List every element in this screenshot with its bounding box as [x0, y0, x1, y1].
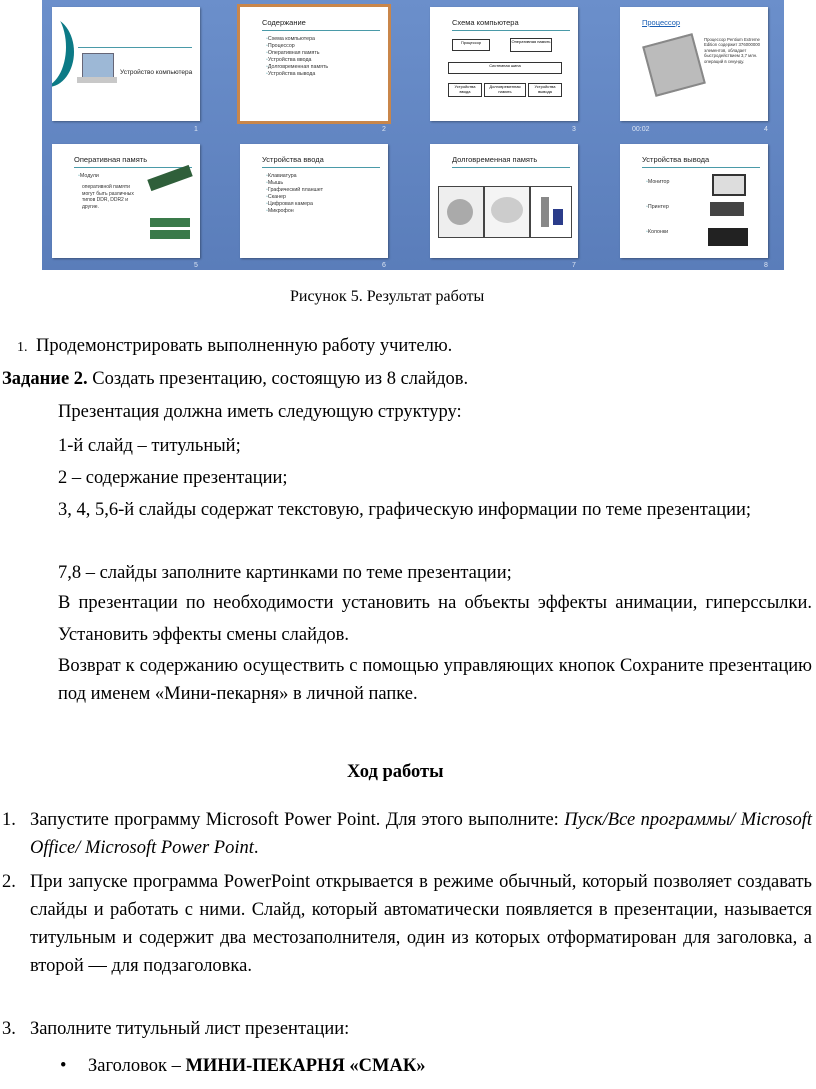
slide-sorter-screenshot	[42, 0, 784, 270]
slide-thumbnail-3[interactable]	[430, 7, 578, 121]
diagram-box: Системная шина	[448, 62, 562, 74]
slide-number: 6	[382, 262, 386, 269]
slide-thumbnail-1[interactable]	[52, 7, 200, 121]
slide-number: 5	[194, 262, 198, 269]
paragraph: Возврат к содержанию осуществить с помощью управляющих кнопок Сохраните презентацию под именем «Мини-пекарня» в личной папке.	[58, 656, 812, 704]
slide-thumbnail-7[interactable]	[430, 144, 578, 258]
slide-number: 2	[382, 126, 386, 133]
diagram-box: Процессор	[452, 39, 490, 51]
bullet-list: ◦ Монитор ◦ Принтер ◦ Колонки	[646, 170, 669, 245]
slide-number: 7	[572, 262, 576, 269]
diagram-box: Устройства ввода	[448, 83, 482, 97]
bullet-list: ◦ Схема компьютера ◦ Процессор ◦ Оперативная память ◦ Устройства ввода ◦ Долговременная память ◦ Устройства вывода	[266, 36, 328, 79]
list-item-text: Продемонстрировать выполненную работу учителю.	[36, 336, 453, 356]
slide-thumbnail-8[interactable]	[620, 144, 768, 258]
paragraph: 7,8 – слайды заполните картинками по теме презентации;	[58, 563, 512, 583]
paragraph: Презентация должна иметь следующую структуру:	[58, 402, 462, 422]
memory-module-image	[150, 230, 190, 239]
list-number: 3.	[2, 1019, 16, 1039]
bullet-list: ◦ Клавиатура ◦ Мышь ◦ Графический планшет ◦ Сканер ◦ Цифровая камера ◦ Микрофон	[266, 173, 323, 216]
step-text: При запуске программа PowerPoint открывается в режиме обычный, который позволяет создавать слайды и работать с ними. Слайд, который автоматически появляется в презентации, называется титульным и содержит два местозаполнителя, один из которых отформатирован для заголовка, а второй — для подзаголовка.	[30, 872, 812, 976]
slide-number: 4	[764, 126, 768, 133]
list-number: 1.	[2, 810, 16, 830]
printer-image	[710, 202, 744, 216]
hard-disk-image	[438, 186, 484, 238]
slide-title: Устройства вывода	[642, 155, 710, 164]
slide-title: Устройство компьютера	[120, 69, 193, 76]
memory-module-image	[150, 218, 190, 227]
slide-title: Процессор	[642, 18, 681, 27]
memory-module-image	[147, 165, 192, 191]
slide-number: 8	[764, 262, 768, 269]
monitor-image	[712, 174, 746, 196]
speakers-image	[708, 228, 748, 246]
paragraph: 1-й слайд – титульный;	[58, 436, 241, 456]
slide-title: Устройства ввода	[262, 155, 324, 164]
slide-text: Процессор Pentium Extreme Edition содержит 376000000 элементов, обладает быстродействием 3,7 млн. операций в секунду.	[704, 37, 761, 64]
list-number: 1.	[17, 340, 28, 355]
slide-title: Схема компьютера	[452, 18, 519, 27]
paragraph: 3, 4, 5,6-й слайды содержат текстовую, графическую информации по теме презентации;	[58, 500, 752, 520]
diagram-box: Устройства вывода	[528, 83, 562, 97]
bullet-text: Заголовок – МИНИ-ПЕКАРНЯ «СМАК»	[88, 1056, 426, 1076]
figure-caption: Рисунок 5. Результат работы	[290, 288, 485, 305]
disc-image	[484, 186, 530, 238]
bullet: •	[60, 1056, 67, 1076]
paragraph: В презентации по необходимости установить на объекты эффекты анимации, гиперссылки. Установить эффекты смены слайдов.	[58, 593, 812, 645]
keyboard-icon	[77, 77, 117, 83]
slide-text: оперативной памяти могут быть различных типов DDR, DDR2 и другие.	[82, 184, 134, 210]
section-heading: Ход работы	[347, 762, 444, 782]
step-text: Заполните титульный лист презентации:	[30, 1019, 350, 1039]
computer-icon	[82, 53, 114, 79]
slide-title: Оперативная память	[74, 155, 148, 164]
slide-title: Содержание	[262, 18, 306, 27]
bullet-list: ◦ Модули	[78, 173, 138, 180]
step-text: Запустите программу Microsoft Power Point. Для этого выполните: Пуск/Все программы/ Microsoft Office/ Microsoft Power Point.	[30, 810, 813, 858]
paragraph: 2 – содержание презентации;	[58, 468, 288, 488]
list-number: 2.	[2, 872, 16, 892]
diagram-box: Оперативная память	[510, 38, 552, 52]
slide-timing: 00:02	[632, 126, 650, 133]
processor-chip-image	[642, 33, 706, 97]
slide-number: 3	[572, 126, 576, 133]
slide-thumbnail-6[interactable]	[240, 144, 388, 258]
task-paragraph: Задание 2. Создать презентацию, состоящую из 8 слайдов.	[2, 369, 469, 389]
slide-number: 1	[194, 126, 198, 133]
flash-drive-image	[530, 186, 572, 238]
slide-title: Долговременная память	[452, 155, 538, 164]
slide-thumbnail-5[interactable]	[52, 144, 200, 258]
slide-thumbnail-2[interactable]	[240, 7, 388, 121]
slide-thumbnail-4[interactable]	[620, 7, 768, 121]
diagram-box: Долговременная память	[484, 83, 526, 97]
